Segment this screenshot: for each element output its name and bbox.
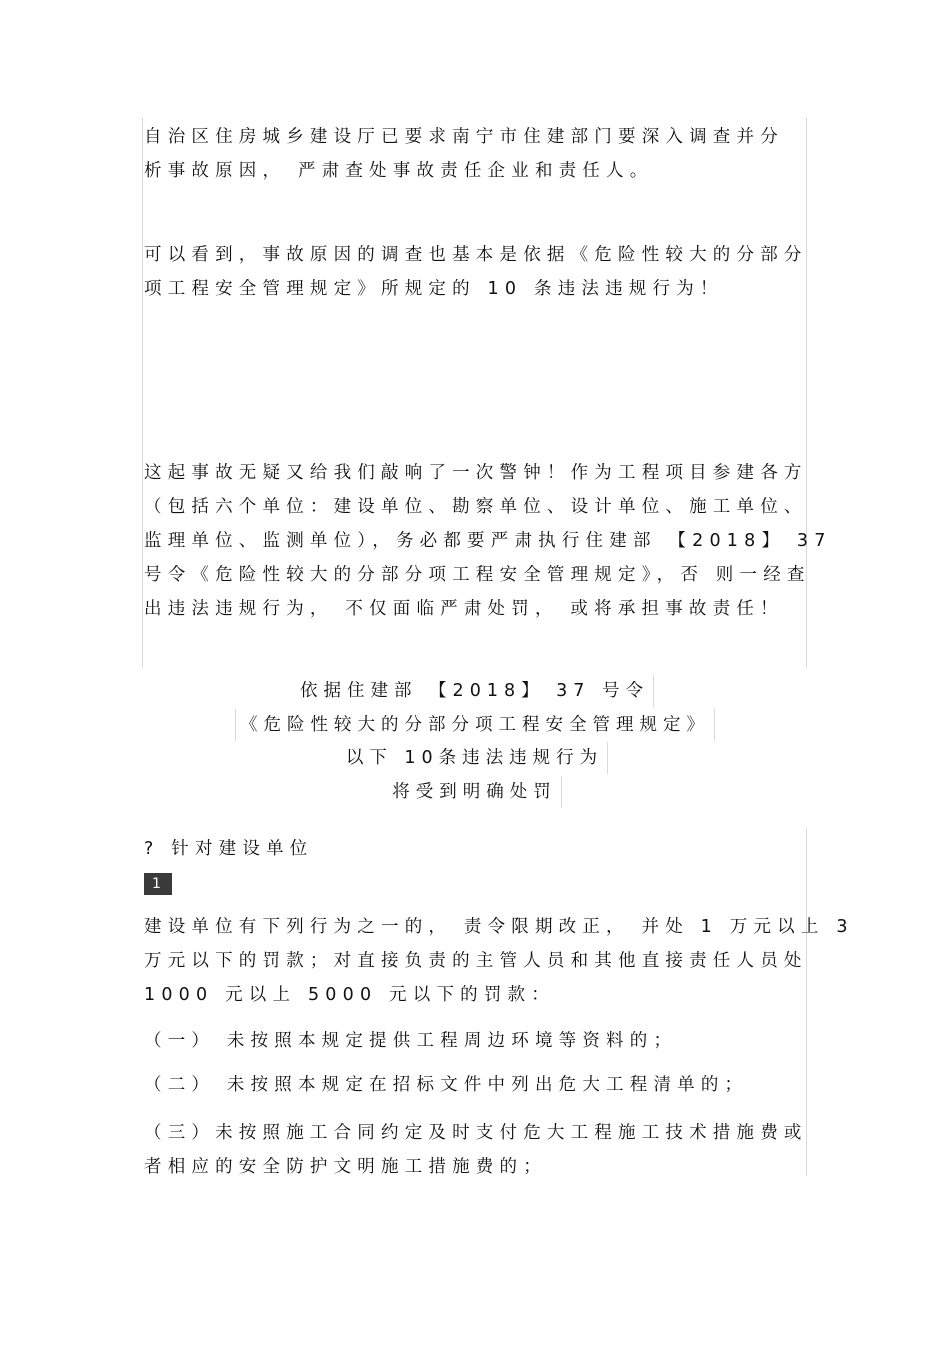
paragraph-penalty-intro — [144, 910, 854, 1012]
paragraph-line: 这起事故无疑又给我们敲响了一次警钟！作为工程项目参建各方 — [144, 463, 808, 483]
heading-text-1: 依据住建部 【2018】 37 号令 — [296, 675, 654, 707]
paragraph-line: 出违法违规行为， 不仅面临严肃处罚， 或将承担事故责任！ — [144, 599, 784, 619]
list-item-2: （二） 未按照本规定在招标文件中列出危大工程清单的； — [144, 1075, 749, 1095]
paragraph-line: 万元以下的罚款；对直接负责的主管人员和其他直接责任人员处 — [144, 951, 808, 971]
heading-text-4: 将受到明确处罚 — [388, 776, 562, 808]
heading-line-4 — [0, 776, 950, 808]
paragraph-line: 析事故原因， 严肃查处事故责任企业和责任人。 — [144, 161, 654, 181]
heading-line-3 — [0, 742, 950, 774]
paragraph-line: 号令《危险性较大的分部分项工程安全管理规定》，否 则一经查 — [144, 565, 811, 585]
paragraph-line: （包括六个单位：建设单位、勘察单位、设计单位、施工单位、 — [144, 497, 808, 517]
list-item-3 — [144, 1116, 808, 1184]
left-margin-rule-top — [142, 118, 143, 668]
number-badge: 1 — [144, 873, 172, 895]
paragraph-line: 建设单位有下列行为之一的， 责令限期改正， 并处 1 万元以上 3 — [144, 917, 854, 937]
heading-line-1 — [0, 675, 950, 707]
paragraph-line: 1000 元以上 5000 元以下的罚款： — [144, 985, 555, 1005]
list-item-1: （一） 未按照本规定提供工程周边环境等资料的； — [144, 1031, 678, 1051]
paragraph-line: 者相应的安全防护文明施工措施费的； — [144, 1157, 547, 1177]
paragraph-line: （三）未按照施工合同约定及时支付危大工程施工技术措施费或 — [144, 1123, 808, 1143]
heading-text-3: 以下 10条违法违规行为 — [342, 742, 608, 774]
heading-text-2: 《危险性较大的分部分项工程安全管理规定》 — [235, 709, 715, 741]
paragraph-line: 可以看到，事故原因的调查也基本是依据《危险性较大的分部分 — [144, 245, 808, 265]
paragraph-investigation — [144, 120, 808, 188]
paragraph-line: 监理单位、监测单位），务必都要严肃执行住建部 【2018】 37 — [144, 531, 832, 551]
paragraph-cause — [144, 238, 808, 306]
heading-line-2 — [0, 709, 950, 741]
paragraph-line: 自治区住房城乡建设厅已要求南宁市住建部门要深入调查并分 — [144, 127, 784, 147]
paragraph-warning — [144, 456, 832, 626]
paragraph-line: 项工程安全管理规定》所规定的 10 条违法违规行为！ — [144, 279, 724, 299]
section-label: ? 针对建设单位 — [144, 839, 314, 859]
